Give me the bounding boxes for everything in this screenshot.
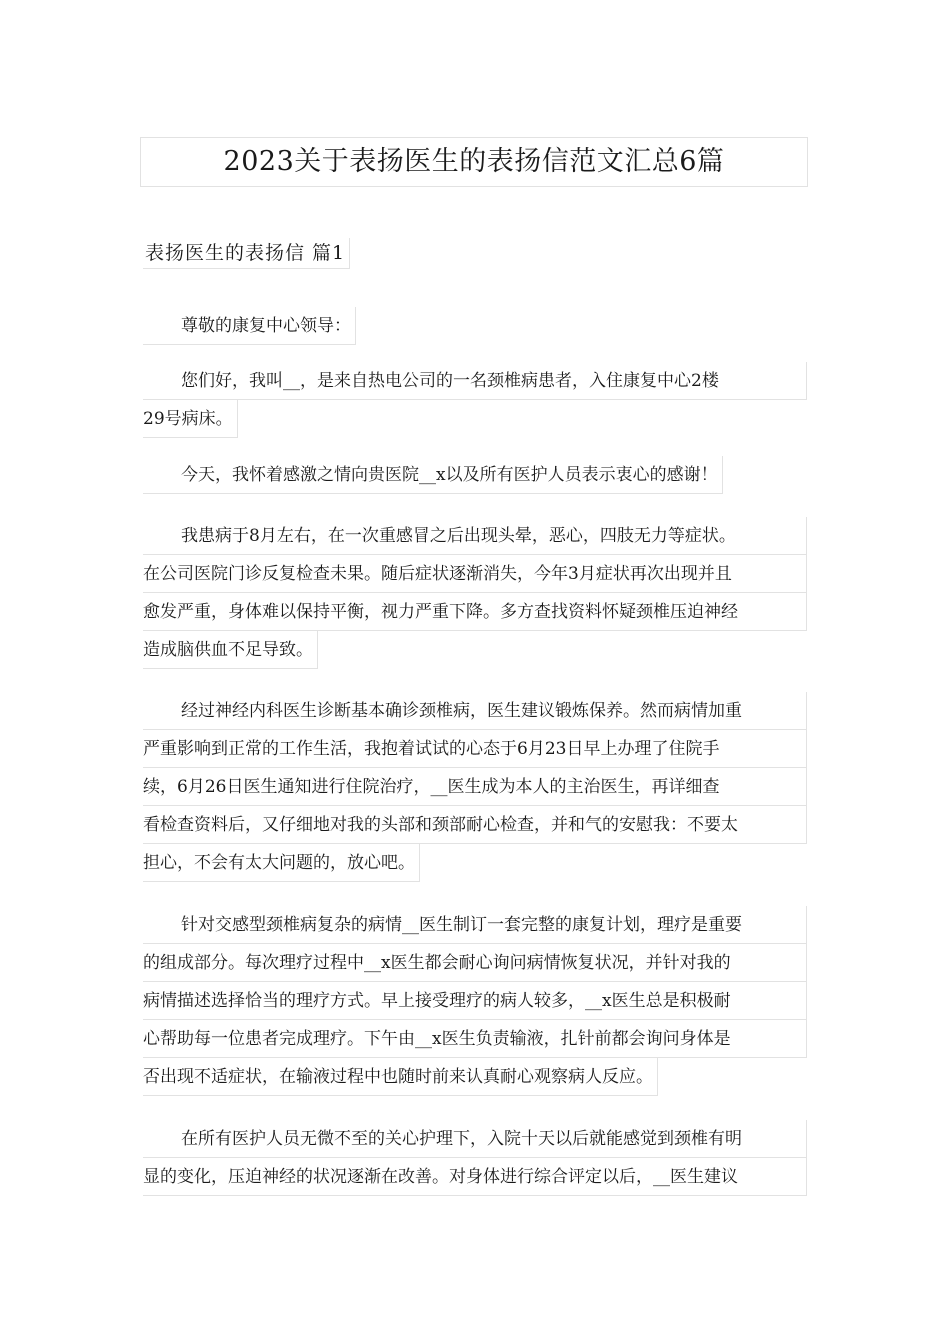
paragraph-line: 续，6月26日医生通知进行住院治疗，__医生成为本人的主治医生，再详细查 (143, 768, 807, 806)
paragraph-line: 看检查资料后，又仔细地对我的头部和颈部耐心检查，并和气的安慰我：不要太 (143, 806, 807, 844)
paragraph-line: 否出现不适症状，在输液过程中也随时前来认真耐心观察病人反应。 (143, 1058, 658, 1096)
paragraph-line: 经过神经内科医生诊断基本确诊颈椎病，医生建议锻炼保养。然而病情加重 (143, 692, 807, 730)
paragraph-line: 严重影响到正常的工作生活，我抱着试试的心态于6月23日早上办理了住院手 (143, 730, 807, 768)
paragraph-treatment (143, 906, 807, 1110)
paragraph-line: 在公司医院门诊反复检查未果。随后症状逐渐消失，今年3月症状再次出现并且 (143, 555, 807, 593)
paragraph-line: 的组成部分。每次理疗过程中__x医生都会耐心询问病情恢复状况，并针对我的 (143, 944, 807, 982)
paragraph-line: 针对交感型颈椎病复杂的病情__医生制订一套完整的康复计划，理疗是重要 (143, 906, 807, 944)
section-heading: 表扬医生的表扬信 篇1 (143, 238, 350, 269)
paragraph-salutation (143, 307, 807, 359)
paragraph-introduction (143, 362, 807, 452)
paragraph-line: 您们好，我叫__，是来自热电公司的一名颈椎病患者，入住康复中心2楼 (143, 362, 807, 400)
paragraph-line: 今天，我怀着感激之情向贵医院__x以及所有医护人员表示衷心的感谢！ (143, 456, 723, 494)
paragraph-illness (143, 517, 807, 683)
paragraph-line: 尊敬的康复中心领导： (143, 307, 356, 345)
paragraph-line: 29号病床。 (143, 400, 238, 438)
paragraph-line: 在所有医护人员无微不至的关心护理下，入院十天以后就能感觉到颈椎有明 (143, 1120, 807, 1158)
paragraph-line: 病情描述选择恰当的理疗方式。早上接受理疗的病人较多，__x医生总是积极耐 (143, 982, 807, 1020)
paragraph-line: 愈发严重，身体难以保持平衡，视力严重下降。多方查找资料怀疑颈椎压迫神经 (143, 593, 807, 631)
document-title: 2023关于表扬医生的表扬信范文汇总6篇 (140, 137, 808, 187)
paragraph-line: 造成脑供血不足导致。 (143, 631, 318, 669)
paragraph-line: 心帮助每一位患者完成理疗。下午由__x医生负责输液，扎针前都会询问身体是 (143, 1020, 807, 1058)
paragraph-line: 显的变化，压迫神经的状况逐渐在改善。对身体进行综合评定以后，__医生建议 (143, 1158, 807, 1196)
paragraph-thanks (143, 456, 807, 508)
paragraph-diagnosis (143, 692, 807, 896)
paragraph-line: 我患病于8月左右，在一次重感冒之后出现头晕，恶心，四肢无力等症状。 (143, 517, 807, 555)
paragraph-recovery (143, 1120, 807, 1196)
paragraph-line: 担心，不会有太大问题的，放心吧。 (143, 844, 420, 882)
